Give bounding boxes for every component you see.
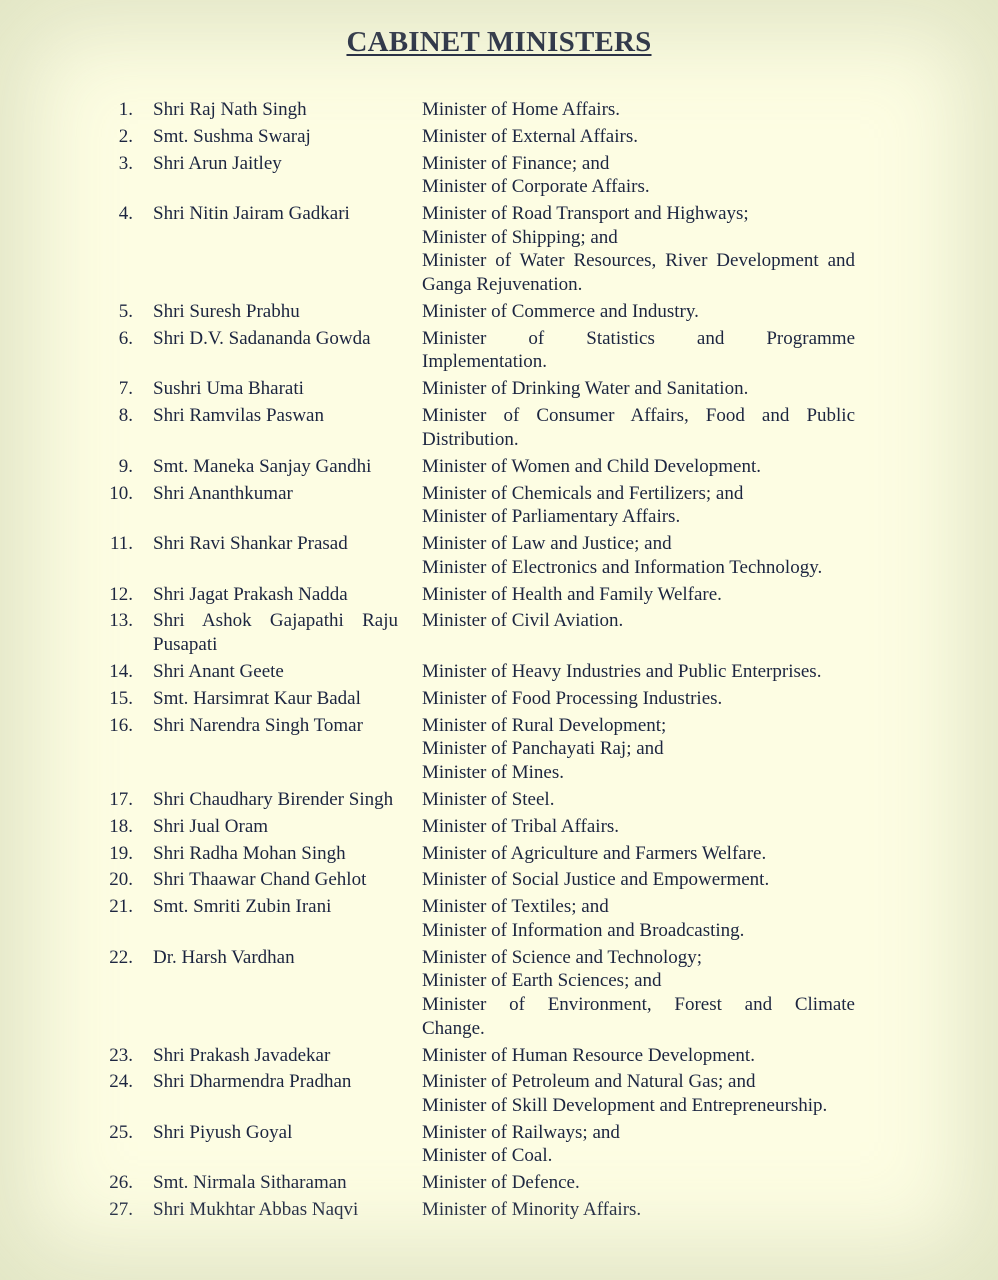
minister-row [0,98,998,122]
portfolio-line: Change. [422,1017,485,1039]
minister-name: Shri Thaawar Chand Gehlot [153,869,367,891]
minister-row [0,125,998,149]
minister-portfolio [422,714,855,785]
minister-number: 14. [109,660,133,682]
portfolio-line: Minister of Women and Child Development. [422,455,762,477]
minister-row [0,842,998,866]
minister-portfolio [422,404,855,451]
minister-portfolio [422,455,855,479]
minister-name: Smt. Maneka Sanjay Gandhi [153,455,372,477]
minister-portfolio [422,1070,855,1117]
minister-portfolio [422,609,855,656]
portfolio-line: Minister of Panchayati Raj; and [422,738,664,760]
portfolio-line: Minister of Minority Affairs. [422,1199,642,1221]
portfolio-line: Minister of Science and Technology; [422,946,703,968]
minister-row [0,202,998,296]
minister-portfolio [422,125,855,149]
minister-number: 4. [118,203,133,225]
portfolio-line: Minister of Tribal Affairs. [422,815,620,837]
minister-row [0,482,998,529]
portfolio-line: Minister of Road Transport and Highways; [422,203,749,225]
portfolio-line: Minister of Parliamentary Affairs. [422,506,681,528]
portfolio-line: Minister of Steel. [422,788,555,810]
portfolio-line: Minister of Skill Development and Entrepreneurship. [422,1094,828,1116]
minister-portfolio [422,1171,855,1195]
minister-number: 5. [118,300,133,322]
minister-name: Sushri Uma Bharati [153,378,304,400]
portfolio-line: Minister of Information and Broadcasting. [422,919,745,941]
minister-name: Shri Jual Oram [153,815,269,837]
minister-number: 24. [109,1071,133,1093]
portfolio-line: Minister of Drinking Water and Sanitation. [422,378,749,400]
minister-portfolio [422,583,855,607]
portfolio-line: Minister of Food Processing Industries. [422,687,723,709]
minister-row [0,1171,998,1195]
portfolio-line: Minister of Environment, Forest and Climate [422,994,855,1016]
minister-name: Shri Ramvilas Paswan [153,405,324,427]
portfolio-line: Minister of Social Justice and Empowerment. [422,869,770,891]
portfolio-line: Minister of Defence. [422,1172,580,1194]
minister-row [0,788,998,812]
minister-portfolio [422,842,855,866]
minister-number: 3. [118,152,133,174]
ministers-list [0,98,998,1225]
minister-portfolio [422,532,855,579]
minister-portfolio [422,152,855,199]
minister-portfolio [422,202,855,296]
minister-row [0,946,998,1040]
minister-name: Shri Dharmendra Pradhan [153,1071,352,1093]
portfolio-line: Minister of Consumer Affairs, Food and Public [422,405,855,427]
minister-name: Shri Chaudhary Birender Singh [153,788,394,810]
portfolio-line: Minister of Chemicals and Fertilizers; and [422,482,744,504]
minister-portfolio [422,660,855,684]
minister-portfolio [422,946,855,1040]
portfolio-line: Implementation. [422,351,548,373]
portfolio-line: Minister of Statistics and Programme [422,327,855,349]
minister-portfolio [422,1044,855,1068]
minister-name: Shri D.V. Sadananda Gowda [153,327,371,349]
minister-portfolio [422,1198,855,1222]
minister-portfolio [422,815,855,839]
minister-row [0,152,998,199]
portfolio-line: Minister of Water Resources, River Development and [422,250,855,272]
minister-number: 6. [118,327,133,349]
portfolio-line: Minister of Agriculture and Farmers Welfare. [422,842,767,864]
minister-portfolio [422,98,855,122]
portfolio-line: Minister of Human Resource Development. [422,1044,755,1066]
portfolio-line: Distribution. [422,428,519,450]
minister-number: 9. [118,455,133,477]
minister-row [0,687,998,711]
minister-row [0,815,998,839]
minister-name: Smt. Nirmala Sitharaman [153,1172,347,1194]
minister-row [0,583,998,607]
minister-name: Shri Suresh Prabhu [153,300,300,322]
minister-portfolio [422,868,855,892]
portfolio-line: Minister of Earth Sciences; and [422,970,662,992]
minister-name: Shri Piyush Goyal [153,1121,293,1143]
minister-number: 10. [109,482,133,504]
portfolio-line: Minister of Civil Aviation. [422,610,624,632]
minister-name: Shri Mukhtar Abbas Naqvi [153,1199,359,1221]
minister-number: 21. [109,896,133,918]
minister-name: Shri Ananthkumar [153,482,293,504]
minister-row [0,532,998,579]
minister-name: Shri Narendra Singh Tomar [153,714,363,736]
portfolio-line: Minister of Coal. [422,1145,553,1167]
minister-row [0,1044,998,1068]
minister-name: Smt. Sushma Swaraj [153,125,311,147]
minister-number: 16. [109,714,133,736]
minister-number: 18. [109,815,133,837]
minister-row [0,455,998,479]
minister-number: 19. [109,842,133,864]
portfolio-line: Ganga Rejuvenation. [422,274,583,296]
minister-name: Smt. Smriti Zubin Irani [153,896,332,918]
minister-name: Shri Raj Nath Singh [153,99,307,120]
minister-number: 11. [109,533,133,555]
minister-portfolio [422,300,855,324]
minister-number: 27. [109,1199,133,1221]
minister-portfolio [422,482,855,529]
minister-row [0,895,998,942]
minister-name: Shri Prakash Javadekar [153,1044,331,1066]
portfolio-line: Minister of Heavy Industries and Public Enterprises. [422,660,822,682]
minister-number: 15. [109,687,133,709]
minister-number: 7. [118,378,133,400]
minister-row [0,609,998,656]
minister-row [0,660,998,684]
minister-name: Smt. Harsimrat Kaur Badal [153,687,361,709]
portfolio-line: Minister of Law and Justice; and [422,533,672,555]
minister-portfolio [422,377,855,401]
minister-row [0,327,998,374]
minister-number: 17. [109,788,133,810]
portfolio-line: Minister of Shipping; and [422,226,618,248]
minister-name: Shri Arun Jaitley [153,152,282,174]
minister-name: Dr. Harsh Vardhan [153,946,295,968]
portfolio-line: Minister of Health and Family Welfare. [422,583,722,605]
minister-row [0,404,998,451]
minister-row [0,868,998,892]
minister-name: Shri Anant Geete [153,660,284,682]
minister-name: Shri Ashok Gajapathi Raju Pusapati [153,610,398,656]
portfolio-line: Minister of Mines. [422,761,564,783]
minister-number: 23. [109,1044,133,1066]
minister-name: Shri Ravi Shankar Prasad [153,533,348,555]
minister-row [0,1121,998,1168]
portfolio-line: Minister of Electronics and Information Technology. [422,556,823,578]
page-title: CABINET MINISTERS [346,26,652,58]
minister-portfolio [422,327,855,374]
minister-number: 25. [109,1121,133,1143]
minister-row [0,1070,998,1117]
minister-portfolio [422,788,855,812]
minister-number: 8. [118,405,133,427]
minister-name: Shri Radha Mohan Singh [153,842,346,864]
minister-number: 20. [109,869,133,891]
minister-number: 12. [109,583,133,605]
minister-portfolio [422,895,855,942]
portfolio-line: Minister of Rural Development; [422,714,667,736]
portfolio-line: Minister of Finance; and [422,152,610,174]
minister-row [0,714,998,785]
minister-name: Shri Jagat Prakash Nadda [153,583,348,605]
minister-row [0,1198,998,1222]
portfolio-line: Minister of Textiles; and [422,896,609,918]
minister-number: 13. [109,610,133,632]
minister-portfolio [422,1121,855,1168]
minister-number: 1. [118,99,133,120]
portfolio-line: Minister of Home Affairs. [422,99,621,120]
minister-portfolio [422,687,855,711]
portfolio-line: Minister of External Affairs. [422,125,638,147]
portfolio-line: Minister of Petroleum and Natural Gas; and [422,1071,756,1093]
minister-number: 26. [109,1172,133,1194]
minister-row [0,377,998,401]
portfolio-line: Minister of Railways; and [422,1121,620,1143]
minister-row [0,300,998,324]
minister-number: 2. [118,125,133,147]
portfolio-line: Minister of Commerce and Industry. [422,300,699,322]
portfolio-line: Minister of Corporate Affairs. [422,176,650,198]
minister-number: 22. [109,946,133,968]
minister-name: Shri Nitin Jairam Gadkari [153,203,350,225]
